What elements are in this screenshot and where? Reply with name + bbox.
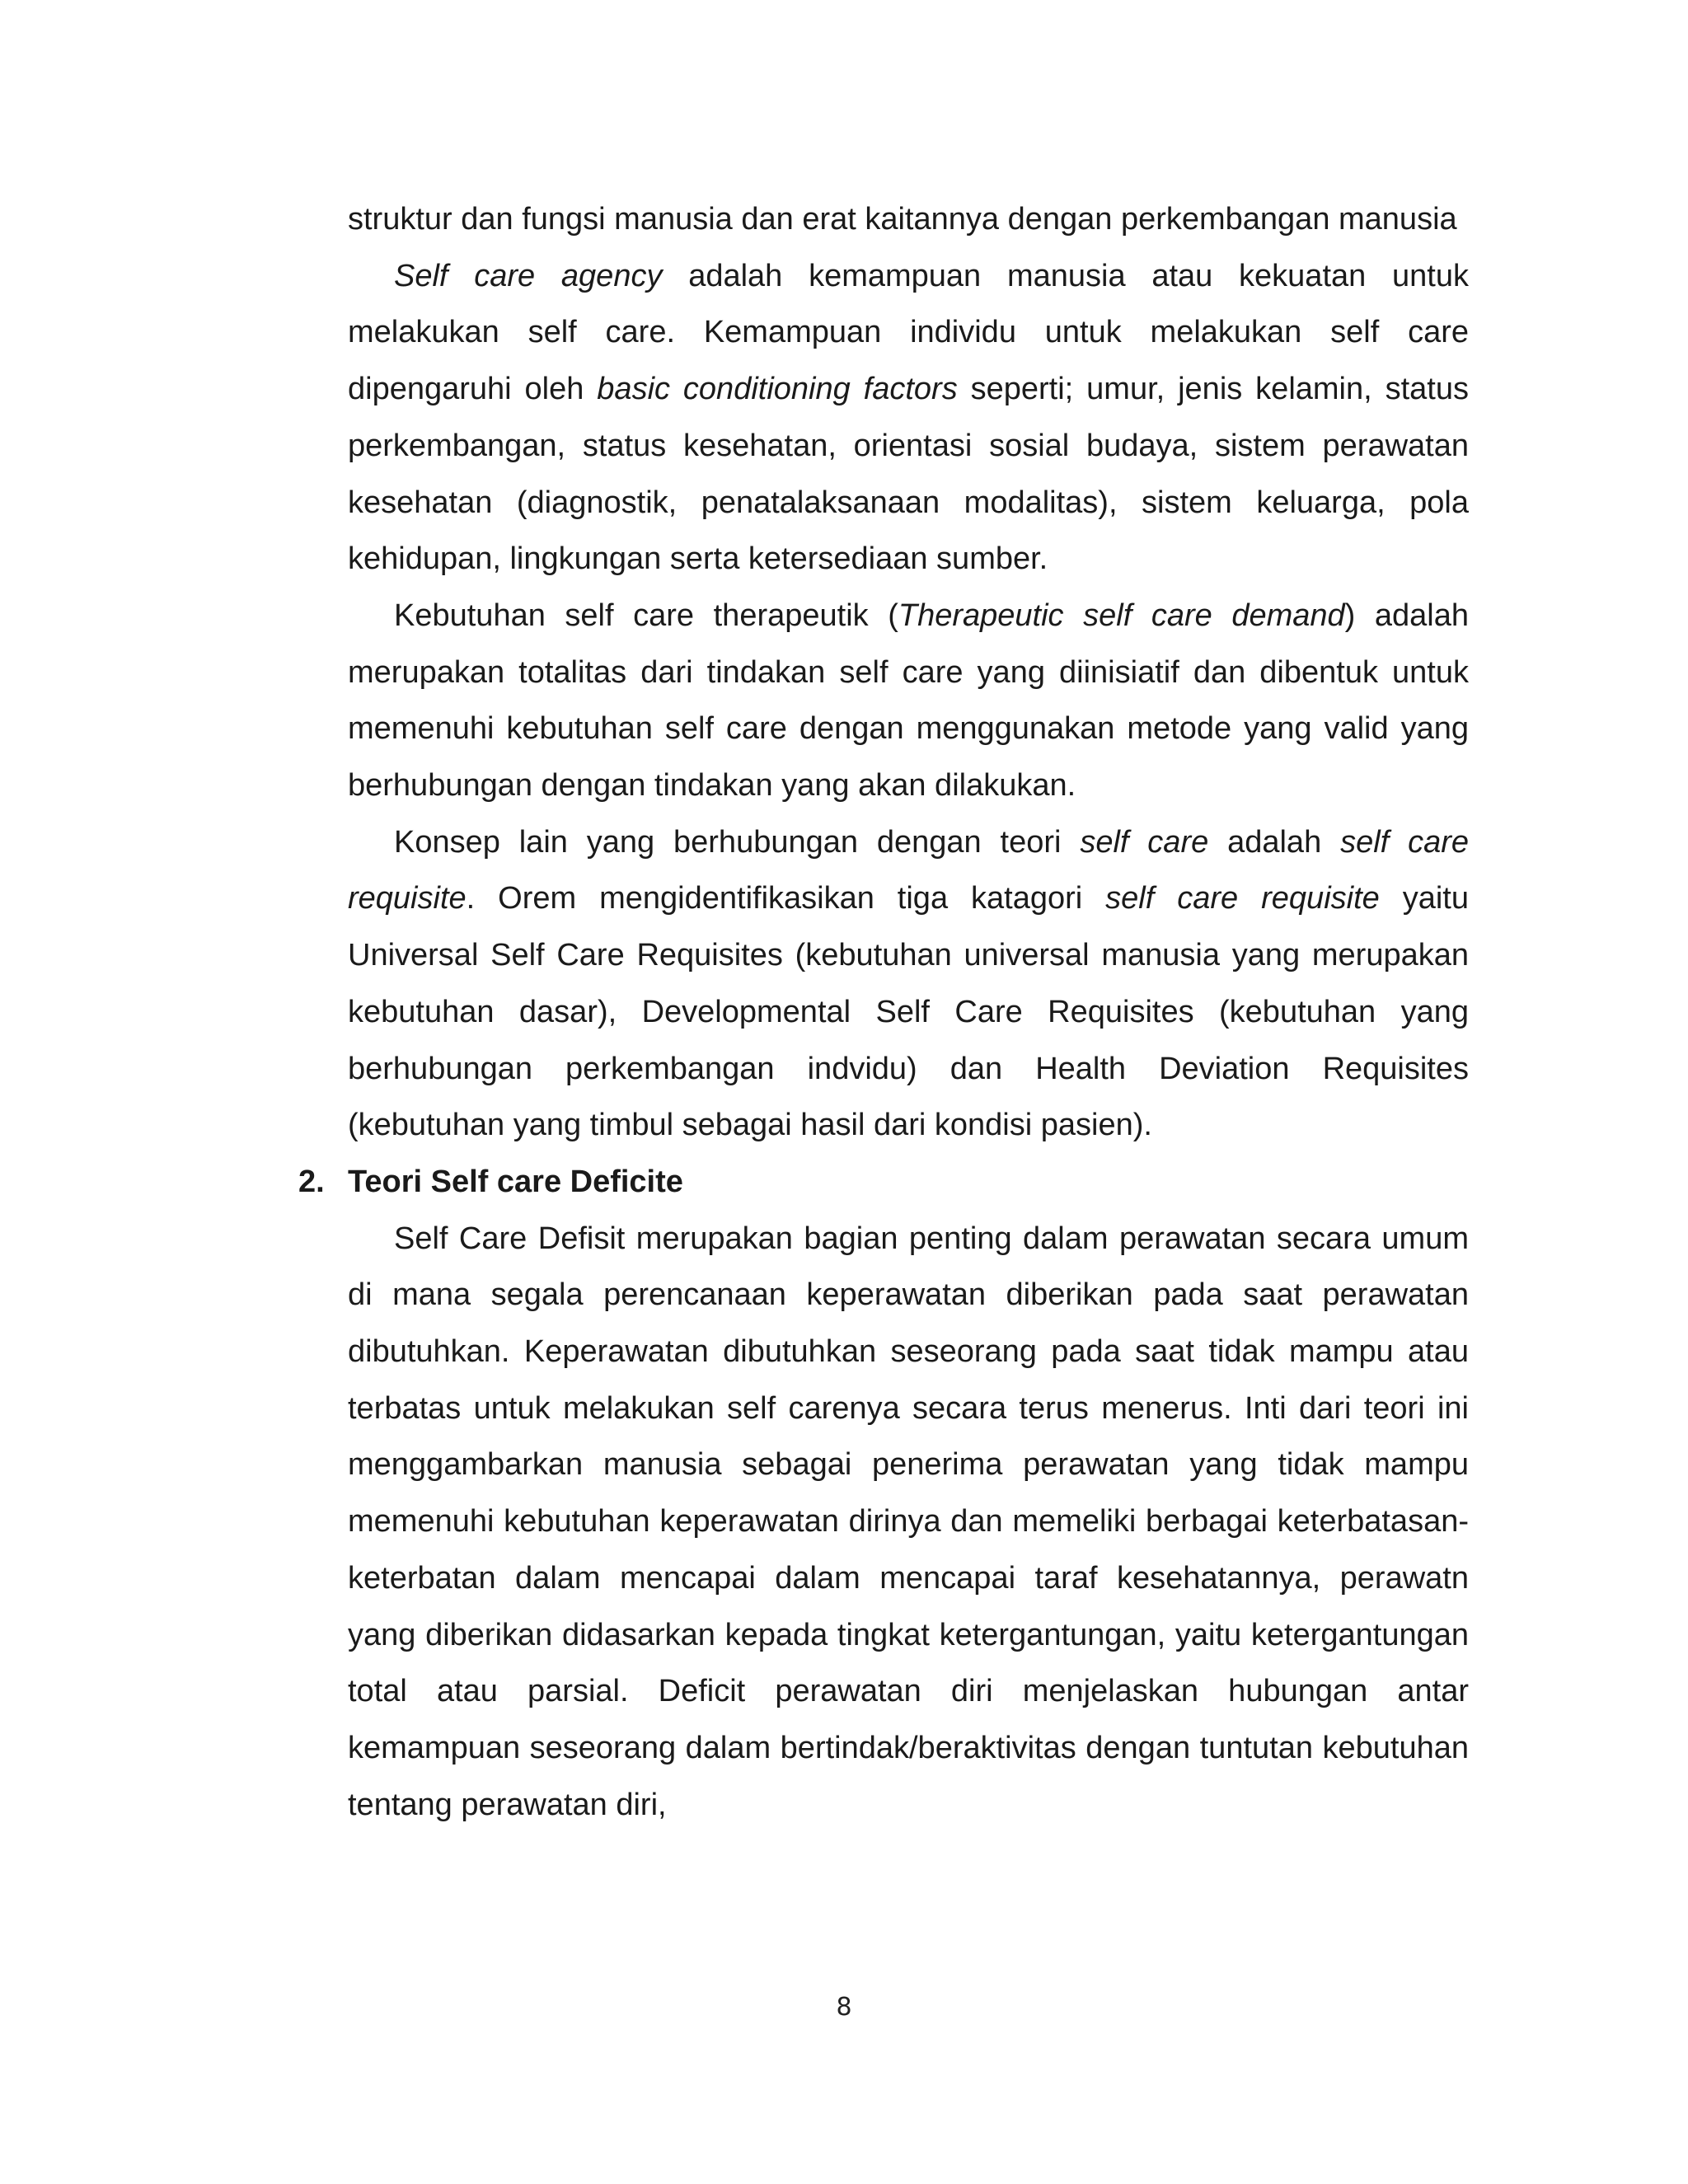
paragraph	[348, 191, 1469, 248]
section-title: Teori Self care Deficite	[348, 1164, 683, 1199]
italic-term: self care requisite	[348, 824, 1469, 916]
paragraph-therapeutic-demand	[348, 588, 1469, 814]
text-run: Konsep lain yang berhubungan dengan teori	[394, 824, 1081, 860]
italic-term: Therapeutic self care demand	[898, 598, 1345, 633]
page-content	[298, 191, 1470, 1833]
text-run: seperti; umur, jenis kelamin, status perkembangan, status kesehatan, orientasi sosial budaya, sistem perawatan kesehatan (diagnostik, penatalaksanaan modalitas), sistem keluarga, pola kehidupan, lingkungan serta ketersediaan sumber.	[348, 372, 1469, 577]
paragraph-self-care-agency	[348, 248, 1469, 588]
text-run: struktur dan fungsi manusia dan erat kaitannya dengan perkembangan manusia	[348, 202, 1457, 237]
paragraph-self-care-requisite	[348, 814, 1469, 1154]
section-heading	[298, 1154, 1469, 1211]
section-number: 2.	[298, 1164, 325, 1199]
text-run: adalah	[1208, 824, 1341, 860]
italic-term: basic conditioning factors	[597, 372, 958, 407]
italic-term: self care	[1080, 824, 1209, 860]
page-number: 8	[836, 1993, 852, 2022]
italic-term: Self care agency	[394, 258, 663, 293]
text-run: adalah kemampuan manusia atau kekuatan untuk melakukan self care. Kemampuan individu untuk melakukan self care dipengaruhi oleh	[348, 258, 1469, 407]
text-run: . Orem mengidentifikasikan tiga katagori	[466, 881, 1106, 916]
text-run: ) adalah merupakan totalitas dari tindakan self care yang diinisiatif dan dibentuk untuk memenuhi kebutuhan self care dengan menggunakan metode yang valid yang berhubungan dengan tindakan yang akan dilakukan.	[348, 598, 1469, 804]
paragraph-self-care-defisit	[348, 1211, 1469, 1834]
text-run: Kebutuhan self care therapeutik (	[394, 598, 898, 633]
italic-term: self care requisite	[1105, 881, 1380, 916]
text-run: yaitu Universal Self Care Requisites (kebutuhan universal manusia yang merupakan kebutuhan dasar), Developmental Self Care Requisites (kebutuhan yang berhubungan perkembangan indvidu) dan Health Deviation Requisites (kebutuhan yang timbul sebagai hasil dari kondisi pasien).	[348, 881, 1470, 1143]
text-run: Self Care Defisit merupakan bagian penting dalam perawatan secara umum di mana segala perencanaan keperawatan diberikan pada saat perawatan dibutuhkan. Keperawatan dibutuhkan seseorang pada saat tidak mampu atau terbatas untuk melakukan self carenya secara terus menerus. Inti dari teori ini menggambarkan manusia sebagai penerima perawatan yang tidak mampu memenuhi kebutuhan keperawatan dirinya dan memeliki berbagai keterbatasan-keterbatan dalam mencapai dalam mencapai taraf kesehatannya, perawatn yang diberikan didasarkan kepada tingkat ketergantungan, yaitu ketergantungan total atau parsial. Deficit perawatan diri menjelaskan hubungan antar kemampuan seseorang dalam bertindak/beraktivitas dengan tuntutan kebutuhan tentang perawatan diri,	[348, 1221, 1469, 1822]
